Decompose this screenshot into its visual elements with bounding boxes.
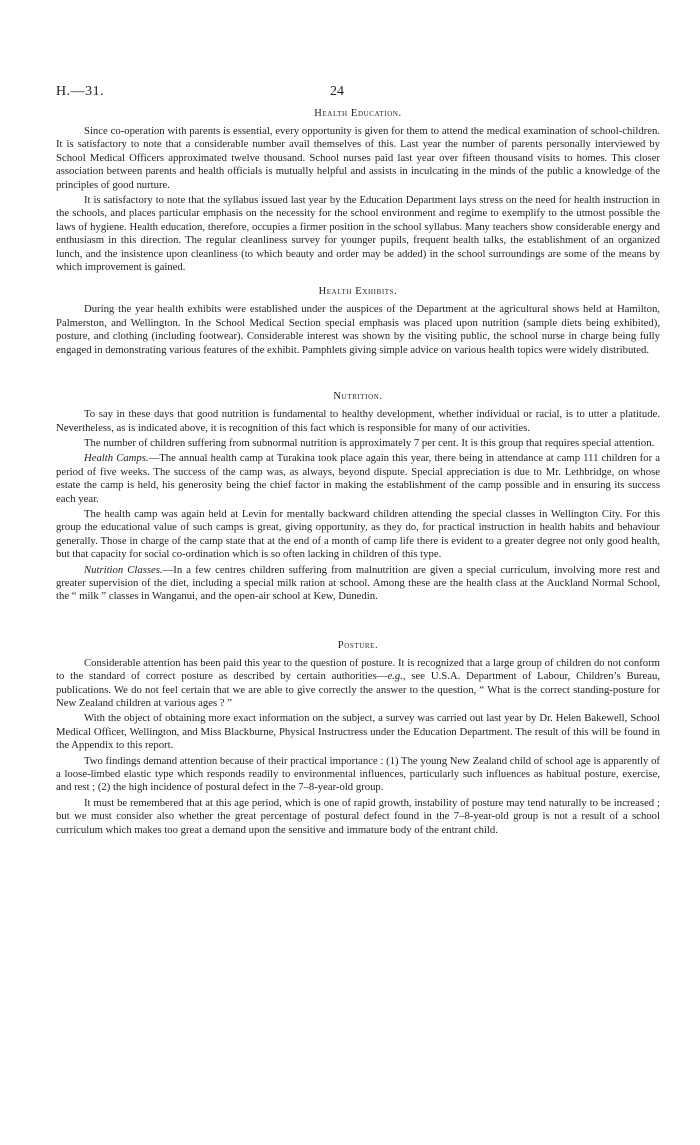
- paragraph: The health camp was again held at Levin for mentally backward children attending the special classes in Wellington City. For this group the educational value of such camps is great, giving opportunity, as they do, for practical instruction in health habits and behaviour generally. Those in charge of the camp state that at the end of a month of camp life there is evident to a greater degree not only good health, but that capacity for social co-ordination which is so often lacking in children of this type.: [56, 507, 660, 561]
- run-in-heading: Nutrition Classes.: [84, 563, 163, 576]
- section-heading: Health Education.: [314, 108, 402, 119]
- running-header: [56, 84, 660, 100]
- section-posture: [56, 639, 660, 837]
- abbreviation: e.g.: [387, 670, 403, 683]
- paragraph: Since co-operation with parents is essential, every opportunity is given for them to attend the medical examination of school-children. It is satisfactory to note that a considerable number avail themselves of this. Last year the number of parents personally interviewed by School Medical Officers approximated twelve thousand. School nurses paid last year over fifteen thousand visits to homes. This closer association between parents and health officials is mutually helpful and assists in inculcating in the minds of the public a knowledge of the principles of good nurture.: [56, 125, 660, 191]
- page-number: 24: [330, 84, 344, 99]
- section-heading: Nutrition.: [333, 391, 383, 403]
- paragraph: It is satisfactory to note that the syllabus issued last year by the Education Department lays stress on the need for health instruction in the schools, and places particular emphasis on the necessity for the school environment and regime to exemplify to the utmost possible the laws of hygiene. Health education, therefore, occupies a firmer position in the school syllabus. Many teachers show considerable energy and enthusiasm in this direction. The regular cleanliness survey for younger pupils, frequent health talks, the establishment of an organized lunch, and the insistence upon cleanliness (to which beauty and order may be added) in the school surroundings are some of the means by which improvement is gained.: [56, 194, 660, 274]
- paragraph: During the year health exhibits were established under the auspices of the Department at the agricultural shows held at Hamilton, Palmerston, and Wellington. In the School Medical Section special emphasis was placed upon nutrition (sample diets being exhibited), posture, and clothing (including footwear). Considerable interest was shown by the visiting public, the school nurse in charge being fully engaged in demonstrating various features of the exhibit. Pamphlets giving simple advice on various health topics were widely distributed.: [56, 303, 660, 356]
- paragraph-text: Considerable attention has been paid this year to the question of posture. It is recognized that a large group of children do not conform to the standard of correct posture as described by certain authorities—: [56, 656, 660, 683]
- paragraph: Two findings demand attention because of their practical importance : (1) The young New Zealand child of school age is apparently of a loose-limbed elastic type which responds readily to environmental influences, particularly such influences as habitual posture, exercise, and rest ; (2) the high incidence of postural defect in the 7–8-year-old group.: [56, 754, 660, 794]
- run-in-heading: Health Camps.: [84, 452, 149, 465]
- section-health-education: [56, 107, 660, 274]
- paragraph: With the object of obtaining more exact information on the subject, a survey was carried out last year by Dr. Helen Bakewell, School Medical Officer, Wellington, and Miss Blackburne, Physical Instructress under the Education Department. The result of this will be found in the Appendix to this report.: [56, 712, 660, 752]
- section-health-exhibits: [56, 285, 660, 357]
- paragraph-text: —In a few centres children suffering from malnutrition are given a special curriculum, involving more rest and greater supervision of the diet, including a special milk ration at school. Among these are the health class at the Auckland Normal School, the “ milk ” classes in Wanganui, and the open-air school at Kew, Dunedin.: [56, 563, 660, 603]
- paragraph: The number of children suffering from subnormal nutrition is approximately 7 per cent. It is this group that requires special attention.: [84, 436, 655, 449]
- paragraph-health-camps: [56, 452, 660, 506]
- paragraph-text: , see U.S.A. Department of Labour, Children’s Bureau, publications. We do not feel certain that we are able to give correctly the answer to the question, “ What is the correct standing-posture for New Zealand children at various ages ? ”: [56, 670, 660, 709]
- section-nutrition: [56, 390, 660, 604]
- section-heading: Health Exhibits.: [318, 286, 398, 298]
- document-body: [56, 107, 660, 839]
- paragraph: To say in these days that good nutrition is fundamental to healthy development, whether individual or racial, is to utter a platitude. Nevertheless, as is indicated above, it is recognition of this fact which is responsible for many of our activities.: [56, 408, 660, 434]
- paragraph-nutrition-classes: [56, 564, 660, 604]
- paragraph: It must be remembered that at this age period, which is one of rapid growth, instability of posture may tend naturally to be increased ; but we must consider also whether the great percentage of postural defect found in the 7–8-year-old group is not a result of a school curriculum which makes too great a demand upon the sensitive and immature body of the entrant child.: [56, 796, 660, 836]
- paragraph: [56, 657, 660, 711]
- report-reference: H.—31.: [56, 84, 105, 99]
- section-heading: Posture.: [337, 639, 379, 651]
- paragraph-text: —The annual health camp at Turakina took place again this year, there being in attendance at camp 111 children for a period of five weeks. The success of the camp was, as always, beyond dispute. Special appreciation is due to Mr. Lethbridge, on whose estate the camp is held, his generosity being the chief factor in making the establishment of the camp possible and in ensuring its success each year.: [56, 452, 660, 505]
